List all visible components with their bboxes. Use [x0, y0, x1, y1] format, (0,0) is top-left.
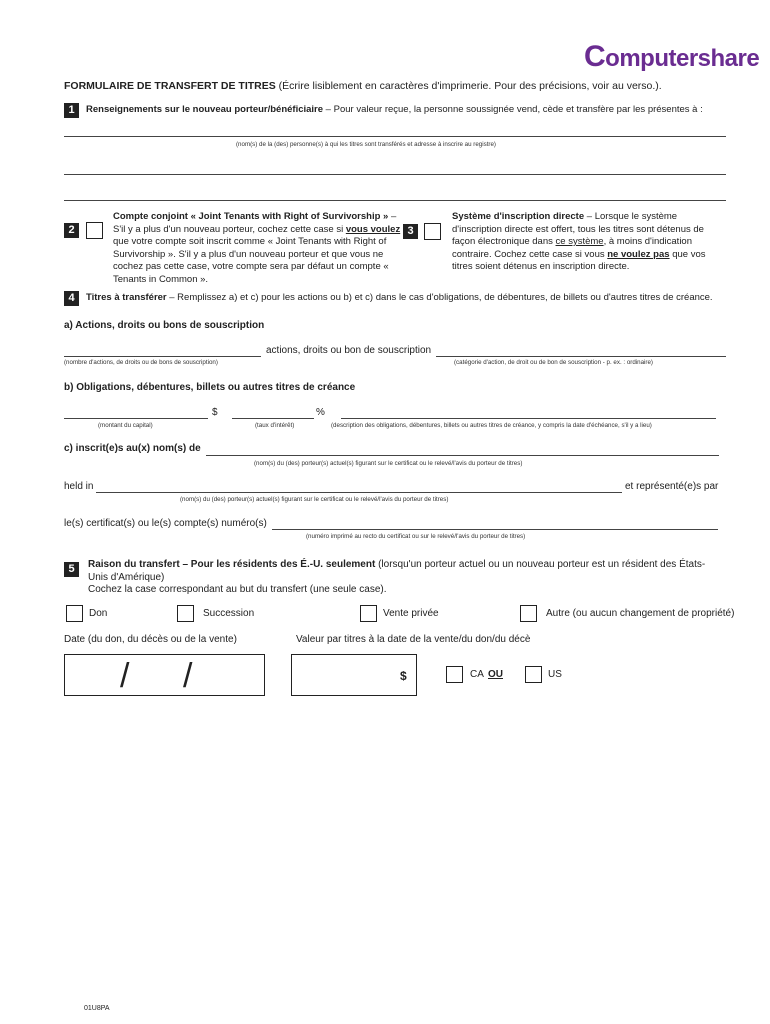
- section-2-text: Compte conjoint « Joint Tenants with Right of Survivorship » – S'il y a plus d'un nouveau porteur, cochez cette case si vous voulez que votre compte soit inscrit comme « Joint Tenants with Right of Survivorship ». S'il y a plus d'un nouveau porteur et que vous ne cochez pas cette case, votre compte sera par défaut un compte « Tenants in Common ».: [113, 211, 401, 285]
- private-sale-label: Vente privée: [383, 608, 439, 619]
- section-5-instruction: Cochez la case correspondant au but du transfert (une seule case).: [88, 584, 387, 595]
- currency-ca-label: CA: [470, 669, 484, 680]
- registered-name-line[interactable]: [206, 455, 719, 456]
- principal-amount-line[interactable]: [64, 418, 208, 419]
- share-class-caption: (catégorie d'action, de droit ou de bon de souscription - p. ex. : ordinaire): [454, 359, 653, 366]
- section-1-heading: Renseignements sur le nouveau porteur/bénéficiaire – Pour valeur reçue, la personne soussignée vend, cède et transfère par les présentes à :: [86, 104, 703, 115]
- private-sale-checkbox[interactable]: [360, 605, 377, 622]
- date-separator-1: /: [120, 657, 130, 695]
- share-count-caption: (nombre d'actions, de droits ou de bons de souscription): [64, 359, 218, 366]
- computershare-logo: Computershare: [584, 40, 760, 73]
- represented-by-label: et représenté(e)s par: [625, 481, 719, 492]
- interest-caption: (taux d'intérêt): [255, 422, 295, 429]
- debt-description-line[interactable]: [341, 418, 716, 419]
- gift-checkbox[interactable]: [66, 605, 83, 622]
- principal-dollar-sign: $: [212, 407, 218, 418]
- principal-caption: (montant du capital): [98, 422, 153, 429]
- certificate-number-label: le(s) certificat(s) ou le(s) compte(s) numéro(s): [64, 518, 267, 529]
- succession-checkbox[interactable]: [177, 605, 194, 622]
- section-2-number: 2: [64, 223, 79, 238]
- succession-label: Succession: [203, 608, 255, 619]
- held-in-line[interactable]: [96, 492, 622, 493]
- section-4a-heading: a) Actions, droits ou bons de souscription: [64, 320, 265, 331]
- currency-ca-checkbox[interactable]: [446, 666, 463, 683]
- value-label: Valeur par titres à la date de la vente/du don/du décè: [296, 634, 531, 645]
- section-3-text: Système d'inscription directe – Lorsque le système d'inscription directe est offert, tous les titres sont détenus de façon électronique dans ce système, à moins d'indication contraire. Cochez cette case si vous ne voulez pas que vos titres soient détenus en inscription directe.: [452, 211, 706, 272]
- section-4b-heading: b) Obligations, débentures, billets ou autres titres de créance: [64, 382, 356, 393]
- section-1-number: 1: [64, 103, 79, 118]
- section-4-number: 4: [64, 291, 79, 306]
- section-4c-heading: c) inscrit(e)s au(x) nom(s) de: [64, 443, 201, 454]
- section-4-heading: Titres à transférer – Remplissez a) et c) pour les actions ou b) et c) dans le cas d'obligations, de débentures, de billets ou d'autres titres de créance.: [86, 292, 713, 303]
- held-in-caption: (nom(s) du (des) porteur(s) actuel(s) figurant sur le certificat ou le relevé/l'avis du porteur de titres): [180, 496, 449, 503]
- other-label: Autre (ou aucun changement de propriété): [546, 608, 735, 619]
- interest-rate-line[interactable]: [232, 418, 314, 419]
- interest-percent-sign: %: [316, 407, 325, 418]
- date-input-box[interactable]: [64, 654, 265, 696]
- gift-label: Don: [89, 608, 108, 619]
- currency-us-checkbox[interactable]: [525, 666, 542, 683]
- share-count-line[interactable]: [64, 356, 261, 357]
- held-in-label: held in: [64, 481, 94, 492]
- new-holder-line-1[interactable]: [64, 136, 726, 137]
- section-5-heading: Raison du transfert – Pour les résidents des É.-U. seulement (lorsqu'un porteur actuel ou un nouveau porteur est un résident des États-Unis d'Amérique): [88, 559, 706, 583]
- debt-description-caption: (description des obligations, débentures, billets ou autres titres de créance, y compris la date d'échéance, s'il y a lieu): [331, 422, 652, 429]
- date-separator-2: /: [183, 657, 193, 695]
- share-class-line[interactable]: [436, 356, 726, 357]
- currency-us-label: US: [548, 669, 562, 680]
- value-input-box[interactable]: [291, 654, 417, 696]
- date-label: Date (du don, du décès ou de la vente): [64, 634, 237, 645]
- new-holder-line-3[interactable]: [64, 200, 726, 201]
- currency-or-label: OU: [488, 669, 503, 680]
- share-count-label: actions, droits ou bon de souscription: [266, 345, 432, 356]
- value-dollar-sign: $: [400, 669, 407, 683]
- other-checkbox[interactable]: [520, 605, 537, 622]
- new-holder-line-2[interactable]: [64, 174, 726, 175]
- registered-name-caption: (nom(s) du (des) porteur(s) actuel(s) figurant sur le certificat ou le relevé/l'avis du porteur de titres): [254, 460, 523, 467]
- new-holder-caption: (nom(s) de la (des) personne(s) à qui les titres sont transférés et adresse à inscrire au registre): [236, 141, 496, 148]
- form-code: 01U8PA: [84, 1005, 110, 1012]
- form-title: FORMULAIRE DE TRANSFERT DE TITRES (Écrire lisiblement en caractères d'imprimerie. Pour des précisions, voir au verso.).: [64, 80, 662, 92]
- certificate-number-caption: (numéro imprimé au recto du certificat ou sur le relevé/l'avis du porteur de titres): [306, 533, 526, 540]
- section-3-number: 3: [403, 224, 418, 239]
- certificate-number-line[interactable]: [272, 529, 718, 530]
- section-5-number: 5: [64, 562, 79, 577]
- direct-registration-checkbox[interactable]: [424, 223, 441, 240]
- joint-tenants-checkbox[interactable]: [86, 222, 103, 239]
